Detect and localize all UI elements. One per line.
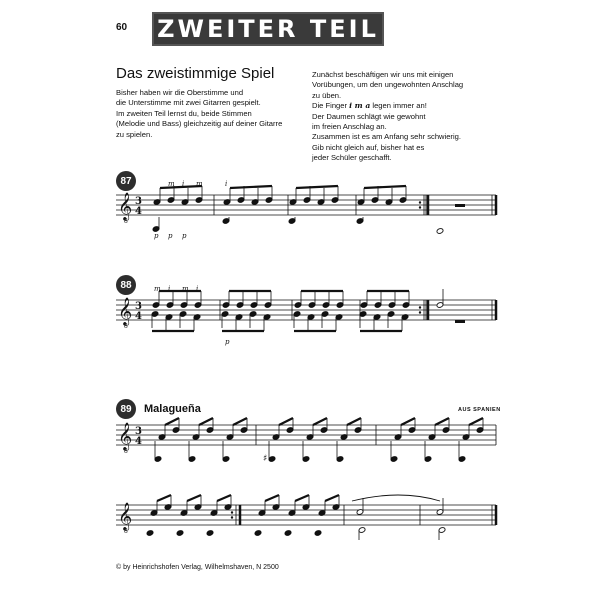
fingering-mark: m bbox=[196, 180, 203, 188]
time-signature-bottom: 4 bbox=[135, 436, 142, 447]
treble-clef-icon: 𝄞 bbox=[118, 422, 133, 450]
beam bbox=[313, 418, 327, 425]
fingering-mark: i bbox=[196, 285, 199, 293]
bass-note bbox=[176, 530, 184, 537]
thumb-mark: p bbox=[168, 232, 173, 240]
clef-octave-mark: 8 bbox=[124, 528, 128, 535]
sharp-accidental: ♯ bbox=[263, 454, 268, 464]
intro-line: im freien Anschlag an. bbox=[312, 122, 387, 132]
intro-line: Vorübungen, um den ungewohnten Anschlag bbox=[312, 80, 464, 90]
time-signature-top: 3 bbox=[135, 196, 142, 207]
clef-octave-mark: 8 bbox=[124, 323, 128, 330]
bass-note bbox=[206, 530, 214, 537]
time-signature-bottom: 4 bbox=[135, 311, 142, 322]
beam bbox=[199, 418, 213, 425]
time-signature-top: 3 bbox=[135, 426, 142, 437]
page-number: 60 bbox=[116, 22, 128, 33]
beam bbox=[296, 186, 338, 188]
clef-octave-mark: 8 bbox=[124, 218, 128, 225]
beam bbox=[435, 418, 449, 425]
repeat-dot bbox=[419, 311, 421, 313]
intro-line: Der Daumen schlägt wie gewohnt bbox=[312, 111, 426, 121]
exercise-number-87: 87 bbox=[116, 171, 136, 191]
thumb-mark: p bbox=[154, 232, 159, 240]
beam bbox=[364, 186, 406, 188]
exercise-number-89: 89 bbox=[116, 399, 136, 419]
fingering-mark: m bbox=[168, 180, 175, 188]
banner-text: ZWEITER TEIL bbox=[157, 15, 379, 43]
beam bbox=[157, 495, 171, 501]
intro-line: zu spielen. bbox=[116, 129, 153, 139]
intro-line: (Melodie und Bass) gleichzeitig auf deiner Gitarre bbox=[116, 119, 283, 129]
treble-clef-icon: 𝄞 bbox=[118, 192, 133, 220]
intro-line: Zusammen ist es am Anfang sehr schwierig. bbox=[312, 132, 461, 142]
beam bbox=[295, 495, 309, 501]
intro-line: Zunächst beschäftigen wir uns mit einigen bbox=[312, 70, 454, 79]
thumb-mark: p bbox=[182, 232, 187, 240]
beam bbox=[347, 418, 361, 425]
bass-note bbox=[146, 530, 154, 537]
time-signature-bottom: 4 bbox=[135, 206, 142, 217]
half-rest bbox=[455, 320, 465, 323]
beam bbox=[469, 418, 483, 425]
intro-line: jeder Schüler geschafft. bbox=[312, 153, 392, 163]
piece-title: Malagueña bbox=[144, 403, 201, 415]
intro-fingers-lead: Die Finger bbox=[312, 101, 350, 111]
finger-letters: i m a bbox=[349, 101, 371, 111]
fingering-mark: i bbox=[182, 180, 185, 188]
thumb-mark: p bbox=[225, 338, 230, 346]
piece-origin: AUS SPANIEN bbox=[458, 407, 501, 413]
lesson-title: Das zweistimmige Spiel bbox=[116, 65, 275, 82]
beam bbox=[265, 495, 279, 501]
beam bbox=[230, 186, 272, 188]
treble-clef-icon: 𝄞 bbox=[118, 297, 133, 325]
beam bbox=[233, 418, 247, 425]
repeat-dot bbox=[231, 516, 233, 518]
time-signature-top: 3 bbox=[135, 301, 142, 312]
beam bbox=[325, 495, 339, 501]
fingering-mark: i bbox=[168, 285, 171, 293]
intro-line: Bisher haben wir die Oberstimme und bbox=[116, 88, 244, 97]
tie-arc bbox=[352, 495, 440, 501]
repeat-dot bbox=[419, 306, 421, 308]
intro-fingers-tail: legen immer an! bbox=[370, 101, 427, 111]
beam bbox=[279, 418, 293, 425]
intro-line: die Unterstimme mit zwei Gitarren gespielt. bbox=[116, 98, 261, 108]
fingering-mark: m bbox=[154, 285, 161, 293]
repeat-dot bbox=[231, 511, 233, 513]
exercise-number-88: 88 bbox=[116, 275, 136, 295]
fingering-mark: i bbox=[225, 180, 228, 188]
half-rest bbox=[455, 204, 465, 207]
bass-note bbox=[254, 530, 262, 537]
copyright-note: © by Heinrichshofen Verlag, Wilhelmshaven, N 2500 bbox=[116, 564, 279, 571]
half-note bbox=[436, 228, 444, 235]
intro-line: Gib nicht gleich auf, bisher hat es bbox=[312, 142, 425, 152]
beam bbox=[217, 495, 231, 501]
repeat-dot bbox=[419, 206, 421, 208]
treble-clef-icon: 𝄞 bbox=[118, 502, 133, 530]
repeat-dot bbox=[419, 201, 421, 203]
beam bbox=[401, 418, 415, 425]
bass-note bbox=[314, 530, 322, 537]
bass-note bbox=[284, 530, 292, 537]
fingering-mark: m bbox=[182, 285, 189, 293]
beam bbox=[187, 495, 201, 501]
beam bbox=[165, 418, 179, 425]
clef-octave-mark: 8 bbox=[124, 448, 128, 455]
intro-line: Im zweiten Teil lernst du, beide Stimmen bbox=[116, 108, 252, 118]
intro-line: zu üben. bbox=[312, 90, 342, 100]
